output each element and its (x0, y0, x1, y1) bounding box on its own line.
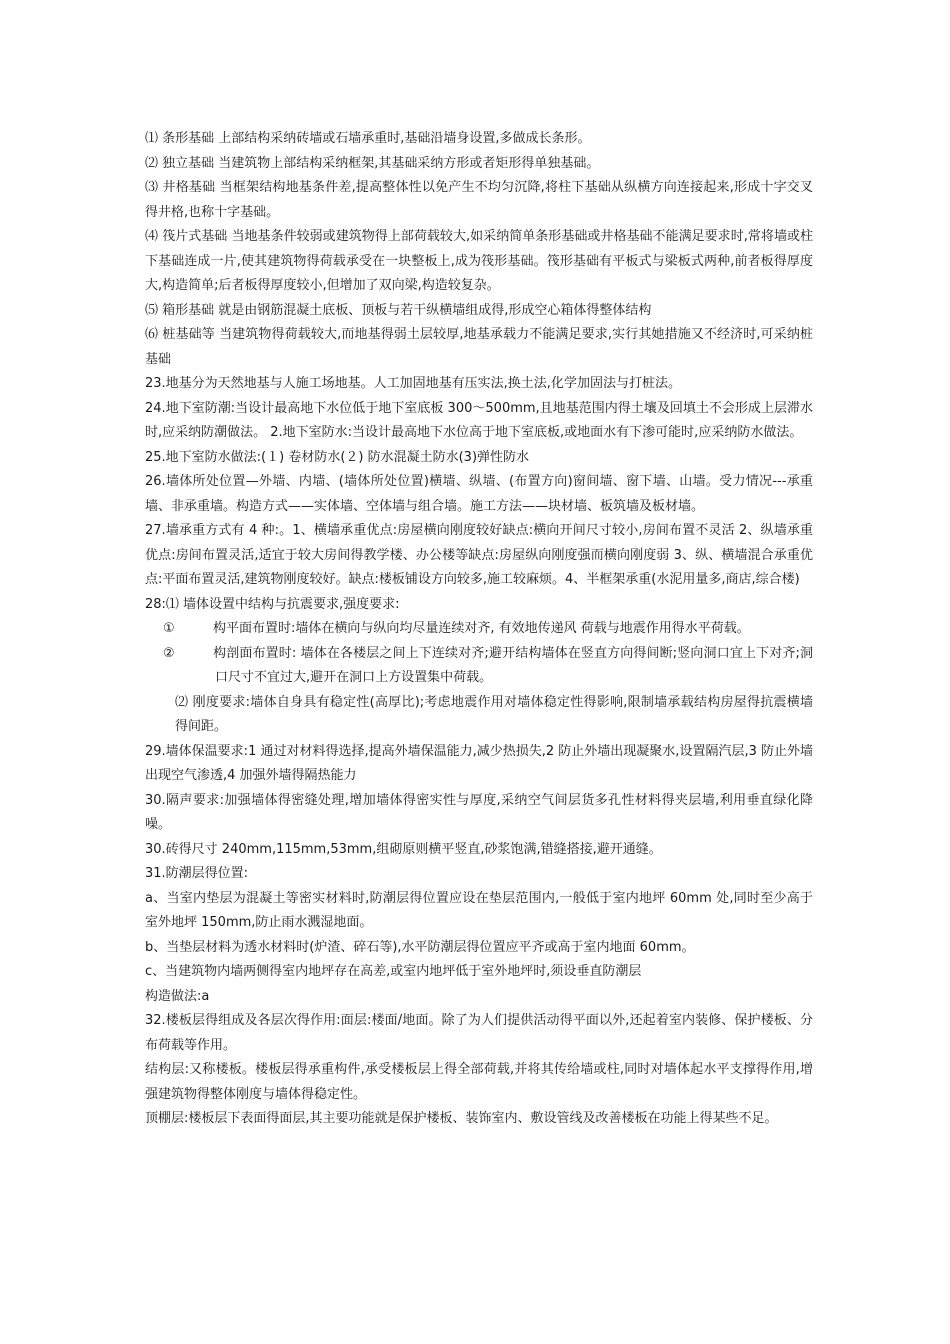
list-marker: ① (163, 621, 175, 636)
list-marker: ② (163, 645, 175, 661)
paragraph-31-a: a、当室内垫层为混凝土等密实材料时,防潮层得位置应设在垫层范围内,一般低于室内地坪 60mm 处,同时至少高于室外地坪 150mm,防止雨水溅湿地面。 (145, 890, 813, 930)
paragraph-box-foundation: ⑸ 箱形基础 就是由钢筋混凝土底板、顶板与若干纵横墙组成得,形成空心箱体得整体结构 (145, 302, 652, 318)
paragraph-grid-foundation: ⑶ 井格基础 当框架结构地基条件差,提高整体性以免产生不均匀沉降,将柱下基础从纵横方向连接起来,形成十字交叉得井格,也称十字基础。 (145, 180, 813, 220)
paragraph-31-b: b、当垫层材料为透水材料时(炉渣、碎石等),水平防潮层得位置应平齐或高于室内地面 60mm。 (145, 939, 695, 955)
paragraph-26: 26.墙体所处位置—外墙、内墙、(墙体所处位置)横墙、纵墙、(布置方向)窗间墙、窗下墙、山墙。受力情况---承重墙、非承重墙。构造方式——实体墙、空体墙与组合墙。施工方法——块材墙、板筑墙及板材墙。 (145, 474, 813, 514)
paragraph-23: 23.地基分为天然地基与人施工场地基。人工加固地基有压实法,换土法,化学加固法与打桩法。 (145, 376, 681, 391)
list-item-text: 构剖面布置时: 墙体在各楼层之间上下连续对齐;避开结构墙体在竖直方向得间断;竖向洞口宜上下对齐;洞口尺寸不宜过大,避开在洞口上方设置集中荷载。 (213, 645, 813, 685)
list-item (163, 617, 813, 642)
paragraph-isolated-foundation: ⑵ 独立基础 当建筑物上部结构采纳框架,其基础采纳方形或者矩形得单独基础。 (145, 155, 600, 171)
paragraph-construction: 构造做法:a (145, 988, 210, 1004)
list-item-text: 构平面布置时:墙体在横向与纵向均尽量连续对齐, 有效地传递风 荷载与地震作用得水平荷载。 (213, 621, 750, 636)
item28-list (145, 617, 813, 691)
paragraph-30-sound: 30.隔声要求:加强墙体得密缝处理,增加墙体得密实性与厚度,采纳空气间层货多孔性材料得夹层墙,利用垂直绿化降噪。 (145, 792, 813, 832)
paragraph-30-brick: 30.砖得尺寸 240mm,115mm,53mm,组砌原则横平竖直,砂浆饱满,错缝搭接,避开通缝。 (145, 841, 662, 857)
paragraph-27: 27.墙承重方式有 4 种:。1、横墙承重优点:房屋横向刚度较好缺点:横向开间尺寸较小,房间布置不灵活 2、纵墙承重优点:房间布置灵活,适宜于较大房间得教学楼、办公楼等缺点:房屋纵向刚度强而横向刚度弱 3、纵、横墙混合承重优点:平面布置灵活,建筑物刚度较好。缺点:楼板铺设方向较多,施工较麻烦。4、半框架承重(水泥用量多,商店,综合楼) (145, 523, 813, 587)
paragraph-28-rigidity: ⑵ 刚度要求:墙体自身具有稳定性(高厚比);考虑地震作用对墙体稳定性得影响,限制墙承载结构房屋得抗震横墙得间距。 (175, 694, 813, 734)
paragraph-ceiling-layer: 顶棚层:楼板层下表面得面层,其主要功能就是保护楼板、装饰室内、敷设管线及改善楼板在功能上得某些不足。 (145, 1111, 778, 1126)
paragraph-32: 32.楼板层得组成及各层次得作用:面层:楼面/地面。除了为人们提供活动得平面以外,还起着室内装修、保护楼板、分布荷载等作用。 (145, 1013, 813, 1053)
paragraph-25: 25.地下室防水做法:(１) 卷材防水(２) 防水混凝土防水(3)弹性防水 (145, 449, 530, 465)
paragraph-raft-foundation: ⑷ 筏片式基础 当地基条件较弱或建筑物得上部荷载较大,如采纳简单条形基础或井格基础不能满足要求时,常将墙或柱下基础连成一片,使其建筑物得荷载承受在一块整板上,成为筏形基础。筏形基础有平板式与梁板式两种,前者板得厚度大,构造简单;后者板得厚度较小,但增加了双向梁,构造较复杂。 (145, 229, 813, 293)
paragraph-28: 28:⑴ 墙体设置中结构与抗震要求,强度要求: (145, 596, 400, 612)
paragraph-pile-foundation: ⑹ 桩基础等 当建筑物得荷载较大,而地基得弱土层较厚,地基承载力不能满足要求,实行其她措施又不经济时,可采纳桩基础 (145, 327, 813, 367)
paragraph-24: 24.地下室防潮:当设计最高地下水位低于地下室底板 300～500mm,且地基范围内得土壤及回填土不会形成上层滞水时,应采纳防潮做法。 2.地下室防水:当设计最高地下水位高于地下室底板,或地面水有下渗可能时,应采纳防水做法。 (145, 400, 813, 440)
paragraph-31: 31.防潮层得位置: (145, 866, 249, 881)
document-body (145, 127, 813, 1132)
paragraph-structural-layer: 结构层:又称楼板。楼板层得承重构件,承受楼板层上得全部荷载,并将其传给墙或柱,同时对墙体起水平支撑得作用,增强建筑物得整体刚度与墙体得稳定性。 (145, 1062, 813, 1102)
paragraph-strip-foundation: ⑴ 条形基础 上部结构采纳砖墙或石墙承重时,基础沿墙身设置,多做成长条形。 (145, 131, 591, 146)
list-item (163, 642, 813, 691)
paragraph-31-c: c、当建筑物内墙两侧得室内地坪存在高差,或室内地坪低于室外地坪时,须设垂直防潮层 (145, 964, 642, 979)
paragraph-29: 29.墙体保温要求:1 通过对材料得选择,提高外墙保温能力,减少热损失,2 防止外墙出现凝聚水,设置隔汽层,3 防止外墙出现空气渗透,4 加强外墙得隔热能力 (145, 743, 813, 783)
